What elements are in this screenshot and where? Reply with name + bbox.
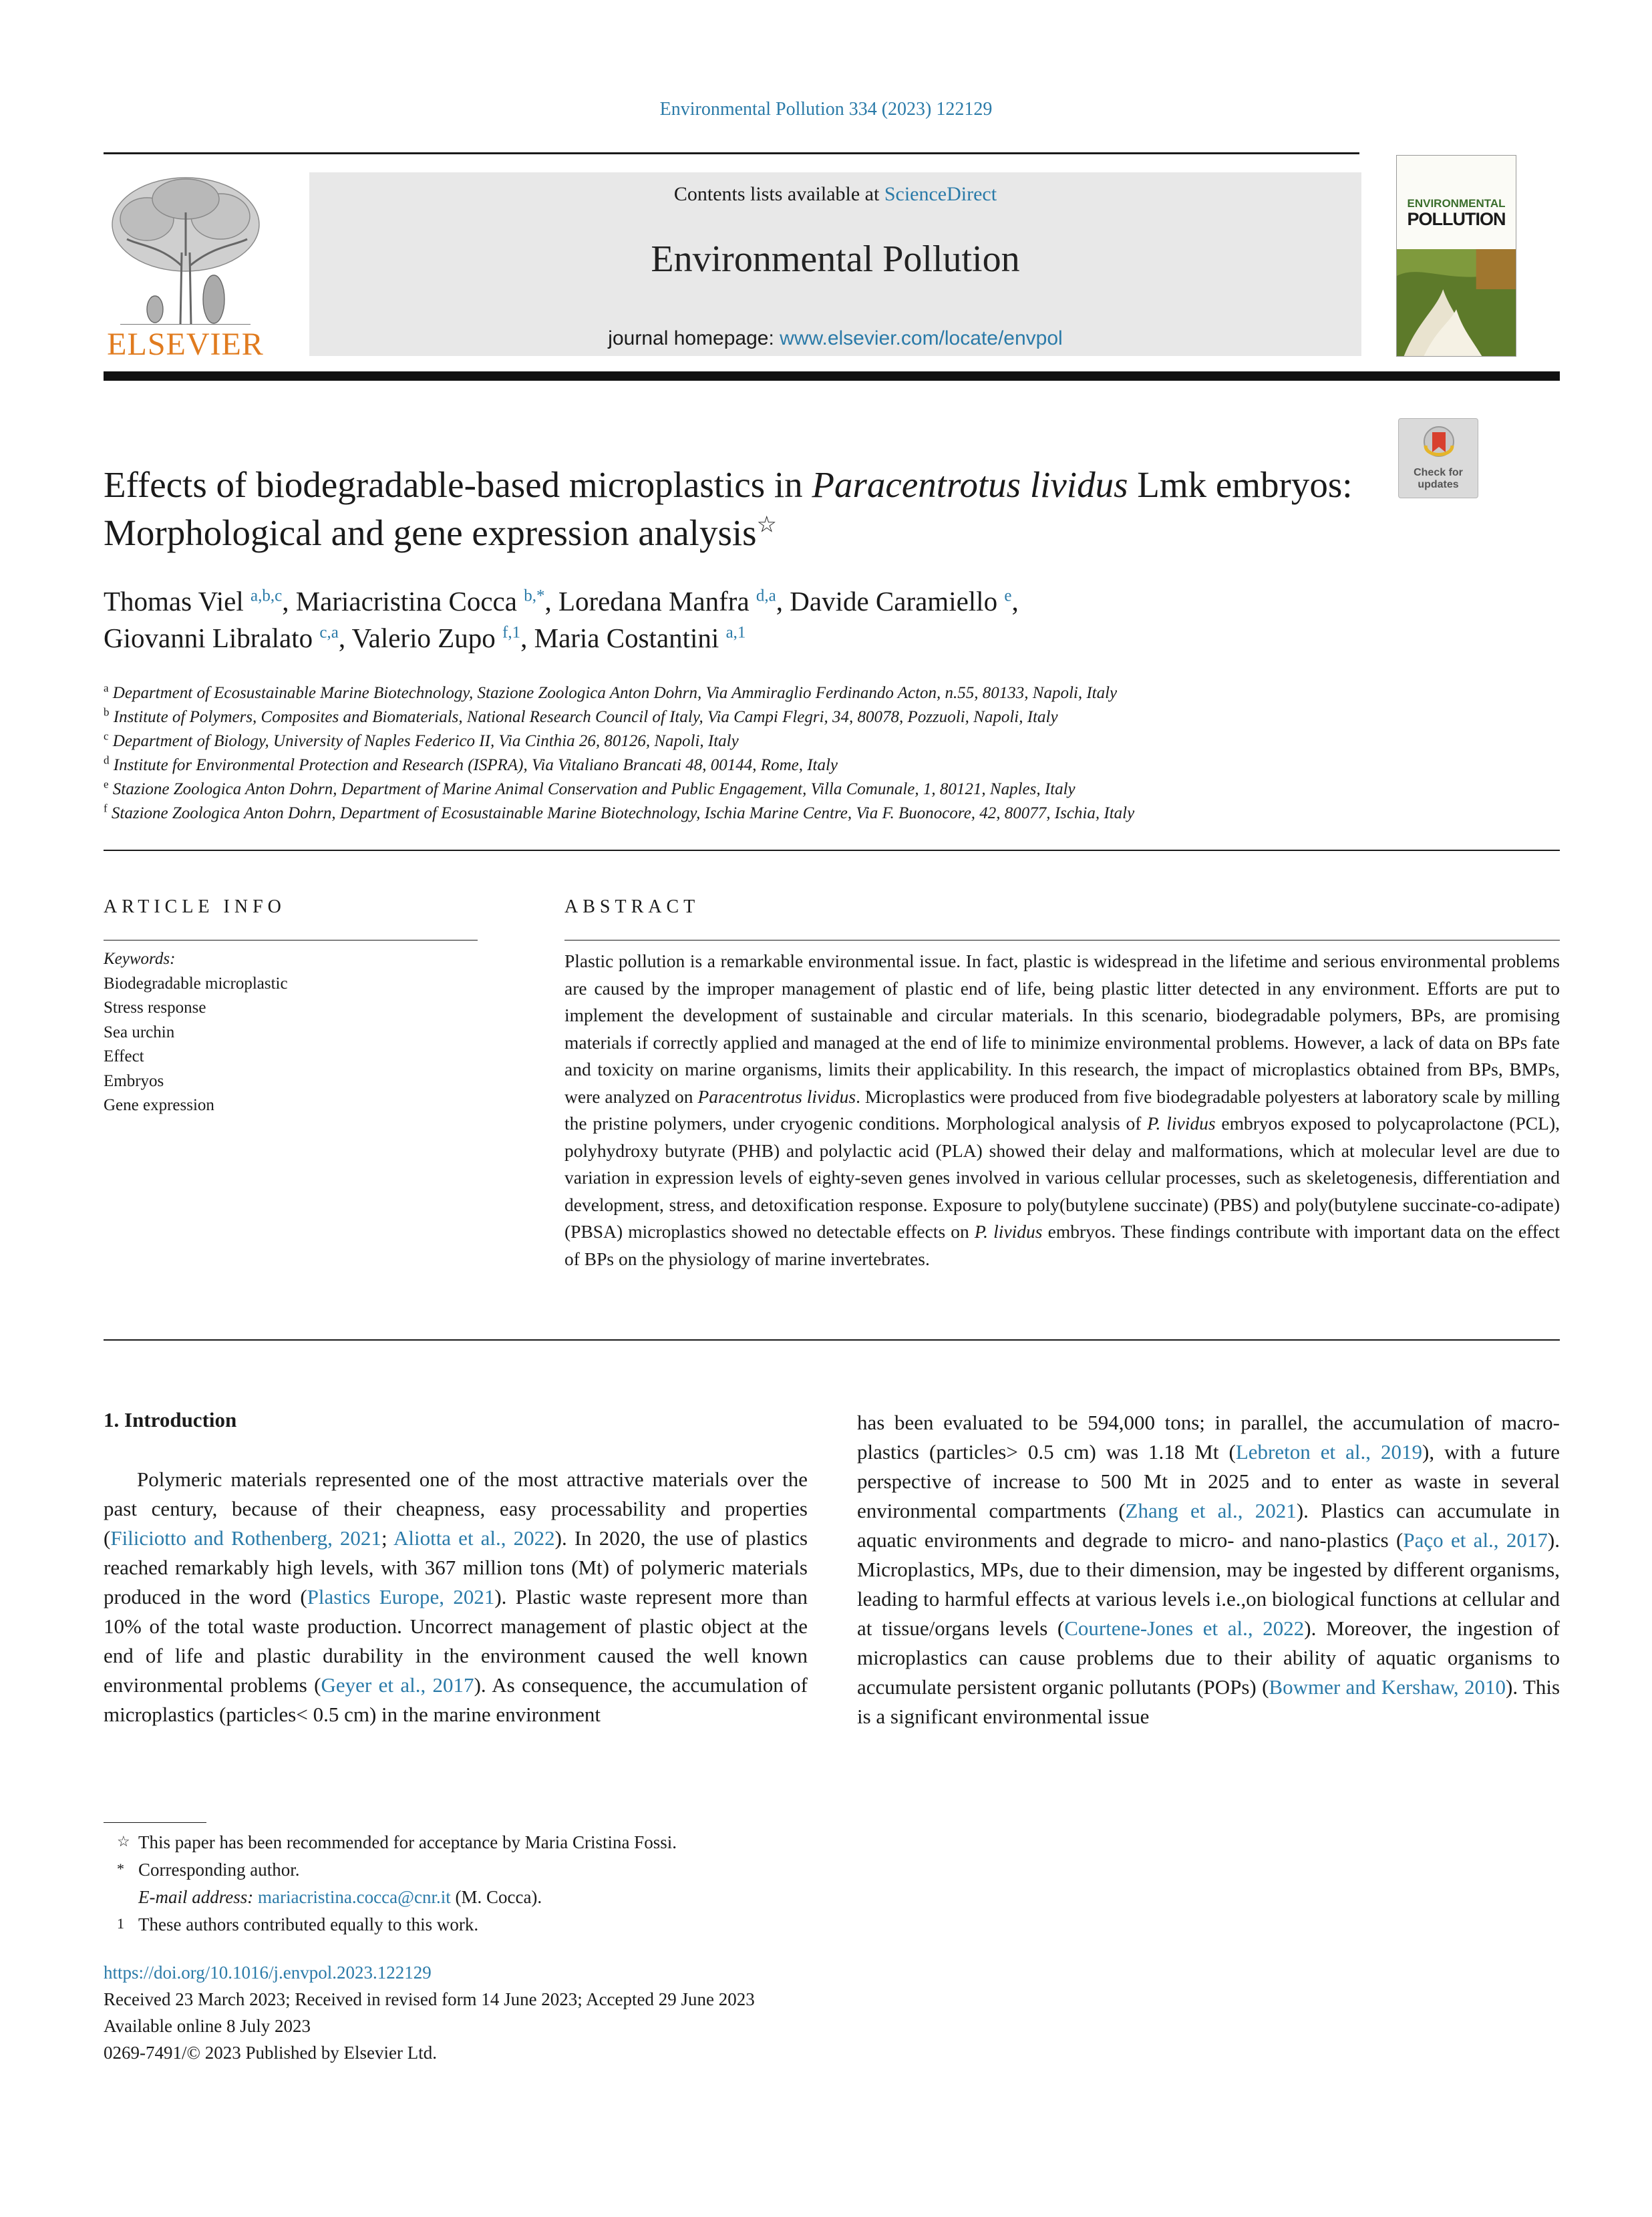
- author-name: Davide Caramiello: [790, 586, 998, 617]
- footnote: [117, 1829, 852, 1856]
- intro-text: ). Microplastics, MPs, due to their dimension, may be ingested by different organisms, leading to harmful effects at various levels i.e.,on biological functions at cellular and at tissue/organs levels (: [857, 1528, 1560, 1640]
- keyword[interactable]: Effect: [104, 1047, 144, 1065]
- author-list: [104, 583, 1506, 657]
- intro-heading: 1. Introduction: [104, 1408, 237, 1431]
- affiliation: [104, 681, 1573, 705]
- affiliation-text: Institute of Polymers, Composites and Biomaterials, National Research Council of Italy, Via Campi Flegri, 34, 80078, Pozzuoli, Napoli, Italy: [113, 708, 1058, 726]
- keywords-block: [104, 947, 478, 1118]
- intro-text: ). Moreover, the ingestion of microplastics can cause problems due to their ability of aquatic organisms to accumulate persistent organic pollutants (POPs) (: [857, 1616, 1560, 1699]
- author-separator: ,: [520, 623, 534, 653]
- affiliation-text: Department of Ecosustainable Marine Biotechnology, Stazione Zoologica Anton Dohrn, Via Ammiraglio Ferdinando Acton, n.55, 80133, Napoli, Italy: [112, 684, 1118, 702]
- cover-art-icon: [1397, 249, 1516, 357]
- keywords-label: [104, 947, 478, 972]
- author-name: Loredana Manfra: [558, 586, 750, 617]
- affiliation: [104, 705, 1573, 729]
- doi-link[interactable]: https://doi.org/10.1016/j.envpol.2023.122129: [104, 1963, 432, 1983]
- citation-link[interactable]: Filiciotto and Rothenberg, 2021: [110, 1526, 381, 1550]
- intro-text: ). Plastics can accumulate in aquatic environments and degrade to micro- and nano-plastics (: [857, 1499, 1560, 1552]
- sciencedirect-link[interactable]: ScienceDirect: [884, 183, 997, 205]
- author[interactable]: [790, 586, 1011, 617]
- header-rule: [104, 371, 1560, 381]
- affiliation-list: [104, 681, 1573, 826]
- contents-line: [309, 183, 1361, 206]
- keyword[interactable]: Gene expression: [104, 1096, 214, 1114]
- journal-homepage-link[interactable]: www.elsevier.com/locate/envpol: [780, 327, 1063, 349]
- abstract-segment: embryos exposed to polycaprolactone (PCL), polyhydroxy butyrate (PHB) and polylactic acid (PLA) showed their delay and malformations, which at molecular level are due to variation in expression levels of eighty-seven genes involved in various cellular processes, such as skeletogenesis, differentiation and development, stress, and detoxification response. Exposure to poly(butylene succinate) (PBS) and poly(butylene succinate-co-adipate) (PBSA) microplastics showed no detectable effects on: [564, 1113, 1560, 1242]
- journal-masthead: [309, 172, 1361, 356]
- cover-title-line1: ENVIRONMENTAL: [1407, 197, 1506, 210]
- copyright: 0269-7491/© 2023 Published by Elsevier Ltd.: [104, 2043, 437, 2063]
- check-for-updates-badge[interactable]: [1398, 418, 1478, 498]
- affiliation: [104, 753, 1573, 778]
- author-affiliation-marks[interactable]: a,b,c: [250, 586, 283, 605]
- abstract-species: P. lividus: [1147, 1113, 1216, 1134]
- footnote-mark: 1: [117, 1915, 124, 1932]
- footnote-mark: *: [117, 1860, 124, 1877]
- affiliation-text: Institute for Environmental Protection and Research (ISPRA), Via Vitaliano Brancati 48, 00144, Rome, Italy: [113, 756, 838, 774]
- article-info-rule: [104, 940, 478, 941]
- affiliation: [104, 802, 1573, 826]
- affiliation-mark: f: [104, 802, 108, 815]
- intro-text: ;: [381, 1526, 393, 1550]
- footnote: [117, 1856, 852, 1884]
- abstract-segment: Plastic pollution is a remarkable environmental issue. In fact, plastic is widespread in the lifetime and serious environmental problems are caused by the improper management of plastic end of life, being plastic litter detected in any environment. Efforts are put to implement the development of sustainable and circular materials. In this scenario, biodegradable polymers, BPs, are promising materials if correctly applied and managed at the end of life to minimize environmental problems. However, a lack of data on BPs fate and toxicity on marine organisms, limits their applicability. In this research, the impact of microplastics obtained from BPs, BMPs, were analyzed on: [564, 951, 1560, 1107]
- author-affiliation-marks[interactable]: c,a: [319, 623, 339, 642]
- email-label: E-mail address:: [138, 1887, 254, 1907]
- available-online: Available online 8 July 2023: [104, 2016, 311, 2036]
- citation-link[interactable]: Bowmer and Kershaw, 2010: [1269, 1675, 1506, 1699]
- intro-text: ). This is a significant environmental issue: [857, 1675, 1560, 1728]
- intro-text: ). As consequence, the accumulation of microplastics (particles< 0.5 cm) in the marine environment: [104, 1673, 808, 1726]
- email-link[interactable]: mariacristina.cocca@cnr.it: [257, 1887, 451, 1907]
- title-part2: Lmk embryos: Morphological and gene expression analysis: [104, 464, 1353, 553]
- title-part1: Effects of biodegradable-based microplastics in: [104, 464, 812, 505]
- elsevier-wordmark: ELSEVIER: [107, 327, 264, 362]
- intro-text: ). Plastic waste represent more than 10% of the total waste production. Uncorrect management of plastic object at the end of life and plastic durability in the environment caused the well known environmental problems (: [104, 1585, 808, 1697]
- abstract-species: P. lividus: [974, 1221, 1043, 1242]
- intro-right-column: [857, 1408, 1560, 1731]
- author-affiliation-marks[interactable]: e: [1004, 586, 1012, 605]
- affiliation-mark: c: [104, 729, 109, 743]
- keyword[interactable]: Embryos: [104, 1071, 164, 1090]
- author-name: Thomas Viel: [104, 586, 244, 617]
- cover-title-line2: POLLUTION: [1407, 209, 1506, 229]
- footnote-text: Corresponding author.: [138, 1860, 300, 1880]
- intro-text: Polymeric materials represented one of the most attractive materials over the past century, because of their cheapness, easy processability and properties (: [104, 1468, 808, 1550]
- article-title: [104, 461, 1373, 557]
- citation-link[interactable]: Plastics Europe, 2021: [307, 1585, 495, 1608]
- affiliation-mark: e: [104, 778, 109, 791]
- author-name: Valerio Zupo: [351, 623, 496, 653]
- citation-link[interactable]: Paço et al., 2017: [1403, 1528, 1548, 1552]
- footnote-text: These authors contributed equally to this work.: [138, 1914, 479, 1934]
- intro-text: has been evaluated to be 594,000 tons; in parallel, the accumulation of macro-plastics (particles> 0.5 cm) was 1.18 Mt (: [857, 1411, 1560, 1464]
- email-suffix: (M. Cocca).: [450, 1887, 542, 1907]
- keyword[interactable]: Sea urchin: [104, 1023, 175, 1041]
- intro-text: ), with a future perspective of increase to 500 Mt in 2025 and to enter as waste in several environmental compartments (: [857, 1440, 1560, 1522]
- footnotes: [117, 1829, 852, 1938]
- received-dates: Received 23 March 2023; Received in revised form 14 June 2023; Accepted 29 June 2023: [104, 1989, 755, 2009]
- intro-text: ). In 2020, the use of plastics reached remarkably high levels, with 367 million tons (Mt) of polymeric materials produced in the word (: [104, 1526, 808, 1608]
- check-label-line1: Check for: [1414, 467, 1463, 478]
- author-name: Mariacristina Cocca: [295, 586, 517, 617]
- author[interactable]: [558, 586, 776, 617]
- affiliation-rule: [104, 850, 1560, 851]
- affiliation-text: Stazione Zoologica Anton Dohrn, Department of Marine Animal Conservation and Public Engagement, Villa Comunale, 1, 80121, Naples, Italy: [112, 780, 1076, 798]
- author[interactable]: [104, 623, 339, 653]
- elsevier-tree-logo: [100, 172, 271, 325]
- author-separator: ,: [1011, 586, 1019, 617]
- top-rule: [104, 152, 1359, 154]
- journal-name[interactable]: Environmental Pollution: [651, 238, 1020, 280]
- abstract-heading: ABSTRACT: [564, 896, 700, 917]
- abstract-rule: [564, 940, 1560, 941]
- affiliation: [104, 729, 1573, 753]
- keyword[interactable]: Biodegradable microplastic: [104, 974, 288, 993]
- contents-prefix: Contents lists available at: [673, 183, 884, 205]
- citation-link[interactable]: Geyer et al., 2017: [321, 1673, 474, 1697]
- affiliation-text: Department of Biology, University of Naples Federico II, Via Cinthia 26, 80126, Napoli, Italy: [112, 732, 739, 750]
- author-affiliation-marks[interactable]: f,1: [502, 623, 521, 642]
- keyword[interactable]: Stress response: [104, 999, 206, 1017]
- author[interactable]: [534, 623, 746, 653]
- footnote-text: This paper has been recommended for acceptance by Maria Cristina Fossi.: [138, 1832, 677, 1852]
- affiliation-mark: a: [104, 681, 109, 695]
- title-species: Paracentrotus lividus: [812, 464, 1128, 505]
- abstract-segment: . Microplastics were produced from five biodegradable polyesters at laboratory scale by milling the pristine polymers, under cryogenic conditions. Morphological analysis of: [564, 1085, 1560, 1134]
- footnote: [117, 1911, 852, 1938]
- footnote-rule: [104, 1822, 206, 1823]
- journal-cover-image[interactable]: [1396, 155, 1516, 357]
- footnote-mark: ☆: [117, 1833, 130, 1850]
- homepage-line: [309, 327, 1361, 350]
- citation-link[interactable]: Lebreton et al., 2019: [1235, 1440, 1422, 1464]
- citation-link[interactable]: Courtene-Jones et al., 2022: [1064, 1616, 1305, 1640]
- author-affiliation-marks[interactable]: b,*: [524, 586, 545, 605]
- author[interactable]: [296, 586, 545, 617]
- abstract-species: Paracentrotus lividus: [697, 1085, 856, 1107]
- abstract-end-rule: [104, 1339, 1560, 1341]
- citation-link[interactable]: Aliotta et al., 2022: [393, 1526, 555, 1550]
- title-footnote-mark[interactable]: ☆: [756, 512, 778, 538]
- bibliographic-info: [104, 1959, 1039, 2066]
- abstract-text: [564, 948, 1560, 1272]
- affiliation-mark: b: [104, 705, 110, 719]
- check-for-updates-icon: [1423, 425, 1455, 464]
- check-label-line2: updates: [1418, 479, 1459, 490]
- abstract-segment: embryos. These findings contribute with important data on the effect of BPs on the physiology of marine invertebrates.: [564, 1221, 1560, 1269]
- check-for-updates-label: [1399, 467, 1478, 491]
- author-name: Maria Costantini: [534, 623, 719, 653]
- author[interactable]: [104, 586, 282, 617]
- elsevier-logo[interactable]: [100, 172, 271, 361]
- author-separator: ,: [776, 586, 790, 617]
- author-separator: ,: [338, 623, 352, 653]
- homepage-prefix: journal homepage:: [608, 327, 780, 349]
- author-affiliation-marks[interactable]: a,1: [725, 623, 746, 642]
- journal-citation[interactable]: Environmental Pollution 334 (2023) 122129: [659, 99, 993, 120]
- author-separator: ,: [544, 586, 558, 617]
- author-affiliation-marks[interactable]: d,a: [756, 586, 776, 605]
- article-info-heading: ARTICLE INFO: [104, 896, 286, 917]
- author-name: Giovanni Libralato: [104, 623, 313, 653]
- citation-link[interactable]: Zhang et al., 2021: [1125, 1499, 1297, 1522]
- affiliation-text: Stazione Zoologica Anton Dohrn, Department of Ecosustainable Marine Biotechnology, Ischia Marine Centre, Via F. Buonocore, 42, 80077, Ischia, Italy: [111, 804, 1135, 822]
- keywords-label-text: Keywords:: [104, 950, 176, 968]
- footnote-email: [117, 1884, 852, 1911]
- intro-left-column: [104, 1465, 808, 1729]
- affiliation-mark: d: [104, 753, 110, 767]
- author[interactable]: [352, 623, 521, 653]
- affiliation: [104, 778, 1573, 802]
- author-separator: ,: [282, 586, 296, 617]
